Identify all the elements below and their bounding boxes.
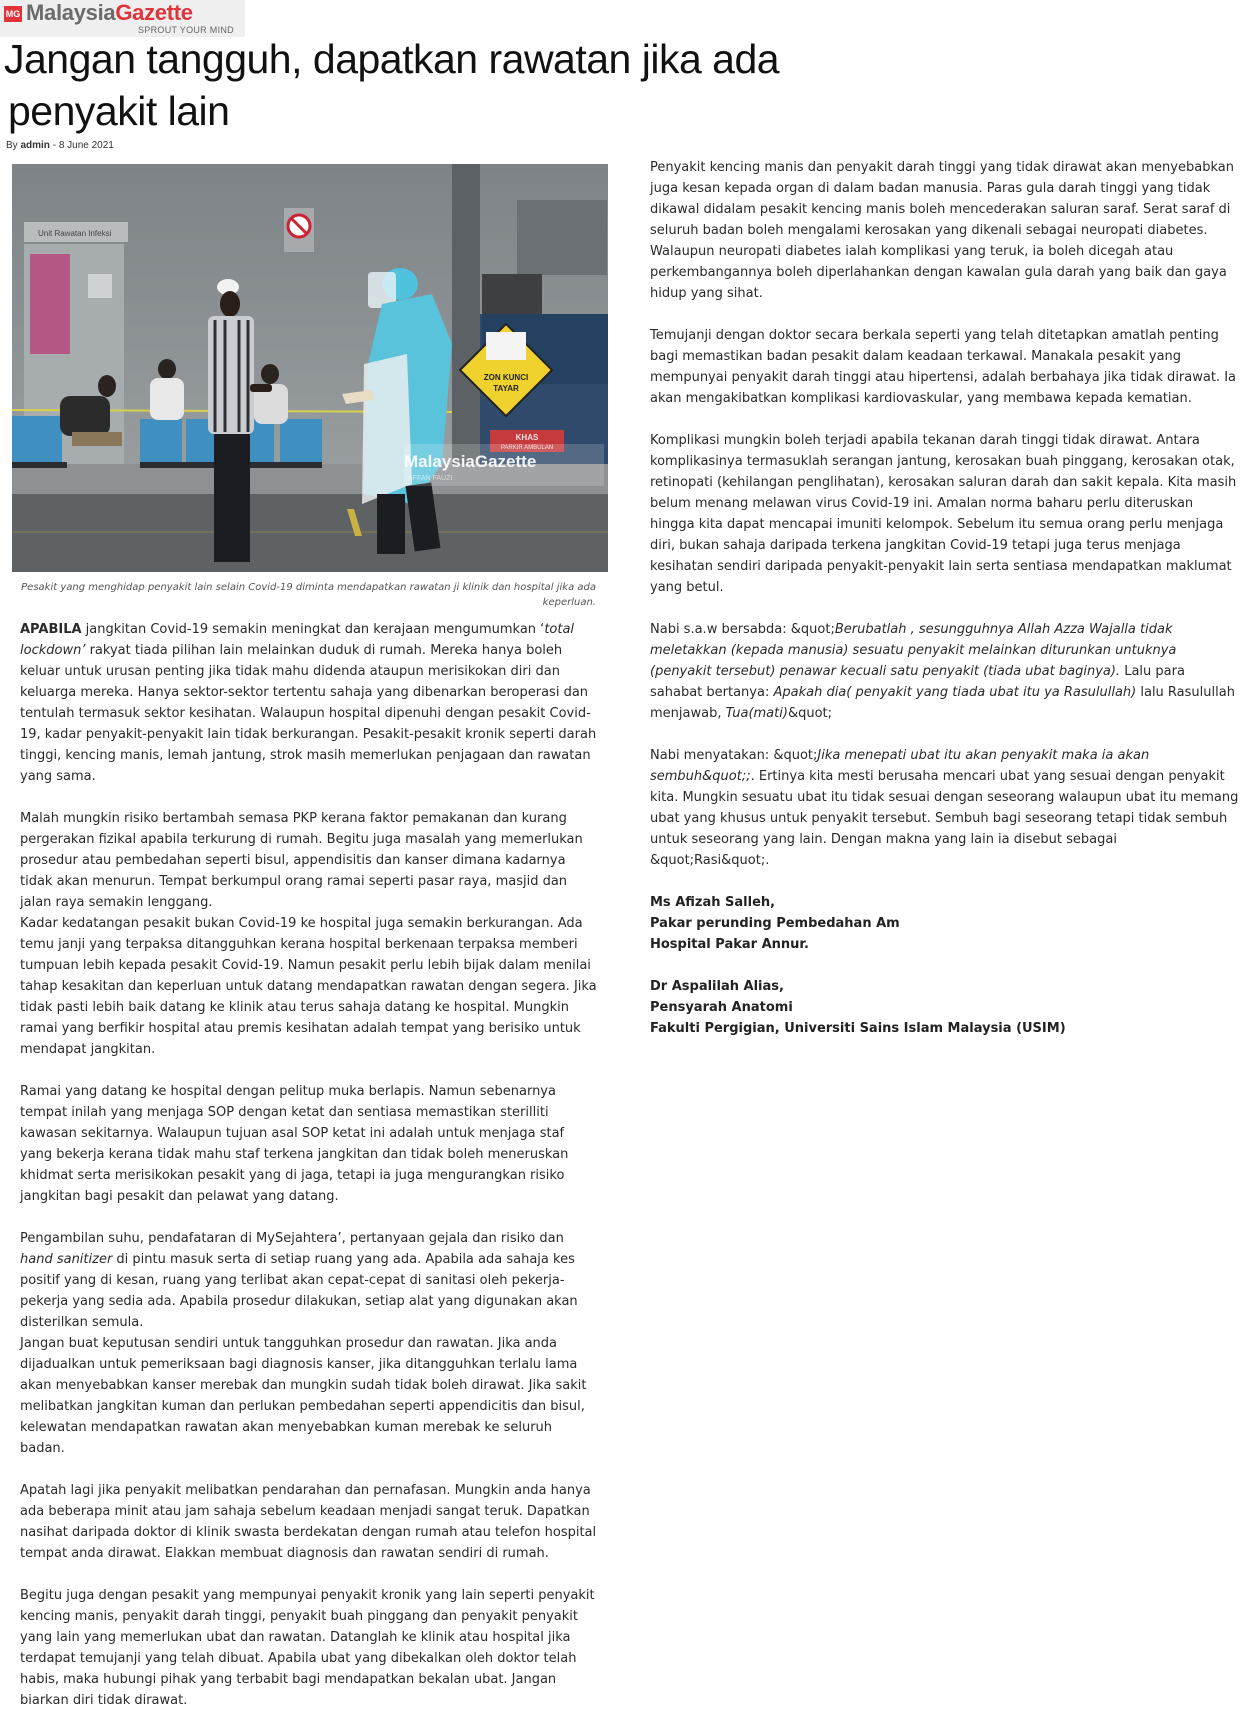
- paragraph: Begitu juga dengan pesakit yang mempunyai penyakit kronik yang lain seperti penyakit kencing manis, penyakit darah tinggi, penyakit buah pinggang dan penyakit penyakit yang lain yang memerlukan ubat dan rawatan. Datanglah ke klinik atau hospital jika terdapat temujanji yang telah dibuat. Apabila ubat yang dibekalkan oleh doktor telah habis, maka hubungi pihak yang terbabit bagi mendapatkan bekalan ubat. Jangan biarkan diri tidak dirawat.: [20, 1588, 595, 1708]
- paragraph: Apatah lagi jika penyakit melibatkan pendarahan dan pernafasan. Mungkin anda hanya ada beberapa minit atau jam sahaja sebelum keadaan menjadi sangat teruk. Dapatkan nasihat daripada doktor di klinik swasta berdekatan dengan rumah atau telefon hospital tempat anda dirawat. Elakkan membuat diagnosis dan rawatan sendiri di rumah.: [20, 1483, 597, 1561]
- paragraph: [650, 619, 1240, 724]
- author-link[interactable]: admin: [20, 140, 50, 151]
- author-signature-2: [650, 976, 1240, 1039]
- emphasis: total lockdown’: [20, 622, 575, 658]
- lead-word: APABILA: [20, 622, 82, 637]
- text: Lalu para sahabat bertanya:: [650, 664, 1185, 700]
- author-signature-1: [650, 892, 1240, 955]
- logo-badge: MG: [4, 6, 22, 22]
- paragraph: Ramai yang datang ke hospital dengan pelitup muka berlapis. Namun sebenarnya tempat inilah yang menjaga SOP dengan ketat dan sentiasa memastikan sterilliti kawasan sekitarnya. Walaupun tujuan asal SOP ketat ini adalah untuk menjaga staf yang bekerja kerana tidak mahu staf terkena jangkitan dan tidak boleh meneruskan khidmat serta merisikokan pesakit yang di jaga, tetapi ia juga mengurangkan risiko jangkitan bagi pesakit dan pelawat yang datang.: [20, 1084, 569, 1204]
- text: di pintu masuk serta di setiap ruang yang ada. Apabila ada sahaja kes positif yang di kesan, ruang yang terlibat akan cepat-cepat di sanitasi oleh pekerja-pekerja yang sedia ada. Apabila prosedur dilakukan, setiap alat yang digunakan akan disterilkan semula.: [20, 1252, 578, 1330]
- byline-prefix: By: [6, 140, 18, 151]
- text: lalu Rasulullah menjawab,: [650, 685, 1235, 721]
- author-name: Dr Aspalilah Alias,: [650, 979, 784, 994]
- article-photo: [12, 164, 608, 572]
- photo-sign-parkir: PARKIR AMBULAN: [500, 445, 554, 451]
- byline-separator: -: [52, 140, 57, 151]
- author-org: Fakulti Pergigian, Universiti Sains Islam Malaysia (USIM): [650, 1021, 1066, 1036]
- author-title: Pakar perunding Pembedahan Am: [650, 916, 900, 931]
- photo-sign-unit: Unit Rawatan Infeksi: [38, 229, 112, 238]
- paragraph: Kadar kedatangan pesakit bukan Covid-19 ke hospital juga semakin berkurangan. Ada temu janji yang terpaksa ditangguhkan kerana hospital berkenaan terpaksa memberi tumpuan lebih kepada pesakit Covid-19. Namun pesakit perlu lebih bijak dalam menilai tahap kesakitan dan keperluan untuk datang mendapatkan rawatan dengan segera. Jika tidak pasti lebih baik datang ke klinik atau terus sahaja datang ke hospital. Mungkin ramai yang berfikir hospital atau premis kesihatan adalah tempat yang berisiko untuk mendapat jangkitan.: [20, 916, 597, 1057]
- author-title: Pensyarah Anatomi: [650, 1000, 793, 1015]
- photo-sign-khas: KHAS: [515, 433, 539, 442]
- photo-watermark: MalaysiaGazette: [404, 452, 537, 471]
- paragraph: Temujanji dengan doktor secara berkala seperti yang telah ditetapkan amatlah penting bagi memastikan badan pesakit dalam keadaan terkawal. Manakala pesakit yang mempunyai penyakit darah tinggi atau hipertensi, adalah berbahaya jika tidak dirawat. Ia akan mengakibatkan komplikasi kardiovaskular, yang membawa kepada kematian.: [650, 328, 1236, 406]
- publish-date: 8 June 2021: [58, 140, 114, 151]
- text: Nabi s.a.w bersabda: &quot;: [650, 622, 835, 637]
- title-line-1: Jangan tangguh, dapatkan rawatan jika ada: [4, 36, 780, 82]
- paragraph: [20, 1228, 600, 1333]
- photo-illustration: [12, 164, 608, 572]
- logo-name-part2: Gazette: [115, 0, 193, 25]
- emphasis: Berubatlah , sesungguhnya Allah Azza Wajalla tidak meletakkan (kepada manusia) sesuatu penyakit melainkan diturunkan untuknya (penyakit tersebut) penawar kecuali satu penyakit (tiada ubat baginya).: [650, 622, 1177, 679]
- paragraph: Malah mungkin risiko bertambah semasa PKP kerana faktor pemakanan dan kurang pergerakan fizikal apabila terkurung di rumah. Begitu juga masalah yang memerlukan prosedur atau pembedahan seperti bisul, appendisitis dan kanser dimana kadarnya tidak akan menurun. Tempat berkumpul orang ramai seperti pasar raya, masjid dan jalan raya semakin lenggang.: [20, 811, 583, 910]
- article-body-right: [650, 157, 1240, 1039]
- article-body-left: [20, 619, 600, 1732]
- emphasis: hand sanitizer: [20, 1252, 113, 1267]
- paragraph: Penyakit kencing manis dan penyakit darah tinggi yang tidak dirawat akan menyebabkan juga kesan kepada organ di dalam badan manusia. Paras gula darah tinggi yang tidak dikawal didalam pesakit kencing manis boleh mencederakan saluran saraf. Serat saraf di seluruh badan boleh mengalami kerosakan yang dikenali sebagai neuropati diabetes. Walaupun neuropati diabetes ialah komplikasi yang teruk, ia boleh dicegah atau perkembangannya boleh diperlahankan dengan kawalan gula darah yang baik dan gaya hidup yang sihat.: [650, 160, 1234, 301]
- text: . Ertinya kita mesti berusaha mencari ubat yang sesuai dengan penyakit kita. Mungkin sesuatu ubat itu tidak sesuai dengan seseorang walaupun ubat itu memang ubat yang khusus untuk penyakit tersebut. Sembuh bagi seseorang tetapi tidak sembuh untuk seseorang yang lain. Dengan makna yang lain ia disebut sebagai &quot;Rasi&quot;.: [650, 769, 1239, 868]
- logo-tagline: SPROUT YOUR MIND: [138, 25, 234, 35]
- byline: [6, 140, 114, 151]
- logo-wordmark: [26, 0, 193, 26]
- text: Pengambilan suhu, pendafataran di MySejahtera’, pertanyaan gejala dan risiko dan: [20, 1231, 564, 1246]
- paragraph: Jangan buat keputusan sendiri untuk tangguhkan prosedur dan rawatan. Jika anda dijadualkan untuk pemeriksaan bagi diagnosis kanser, jika ditangguhkan terlalu lama akan menyebabkan kanser merebak dan mungkin sudah tidak boleh dirawat. Jika sakit melibatkan jangkitan kuman dan perlukan pembedahan seperti appendicitis dan bisul, kelewatan mendapatkan rawatan akan menyebabkan kuman merebak ke seluruh badan.: [20, 1336, 587, 1456]
- text: Nabi menyatakan: &quot;: [650, 748, 818, 763]
- paragraph: [20, 619, 600, 787]
- site-logo[interactable]: [0, 0, 245, 37]
- logo-name-part1: Malaysia: [26, 0, 116, 25]
- title-line-2: penyakit lain: [8, 88, 230, 134]
- article-title: [4, 33, 864, 137]
- svg-text:ZON KUNCI: ZON KUNCI: [483, 373, 529, 382]
- author-name: Ms Afizah Salleh,: [650, 895, 776, 910]
- emphasis: Jika menepati ubat itu akan penyakit maka ia akan sembuh&quot;;: [650, 748, 1150, 784]
- photo-credit: AFFAN FAUZI: [408, 475, 453, 482]
- paragraph: Komplikasi mungkin boleh terjadi apabila tekanan darah tinggi tidak dirawat. Antara komplikasinya termasuklah serangan jantung, kerosakan buah pinggang, kerosakan otak, retinopati (kehilangan penglihatan), kerosakan saluran darah dan sakit kepala. Kita masih belum menang melawan virus Covid-19 ini. Amalan norma baharu perlu diteruskan hingga kita dapat mencapai imuniti kelompok. Sebelum itu semua orang perlu menjaga diri, bukan sahaja daripada terkena jangkitan Covid-19 tetapi juga terus menjaga kesihatan sendiri daripada penyakit-penyakit lain serta sentiasa mendapatkan maklumat yang betul.: [650, 433, 1237, 595]
- emphasis: Tua(mati): [725, 706, 788, 721]
- svg-text:TAYAR: TAYAR: [493, 384, 519, 393]
- text: jangkitan Covid-19 semakin meningkat dan kerajaan mengumumkan ‘: [81, 622, 545, 637]
- emphasis: Apakah dia( penyakit yang tiada ubat itu ya Rasulullah): [773, 685, 1137, 700]
- paragraph: [650, 745, 1240, 871]
- text: rakyat tiada pilihan lain melainkan duduk di rumah. Mereka hanya boleh keluar untuk urusan penting jika tidak mahu didenda ataupun merisikokan diri dan keluarga mereka. Hanya sektor-sektor tertentu sahaja yang dibenarkan beroperasi dan tentulah termasuk sektor kesihatan. Walaupun hospital dipenuhi dengan pesakit Covid-19, kadar penyakit-penyakit lain tidak berkurangan. Pesakit-pesakit kronik seperti darah tinggi, kencing manis, lemah jantung, strok masih memerlukan penjagaan dan rawatan yang sama.: [20, 643, 597, 784]
- text: &quot;: [787, 706, 832, 721]
- photo-caption: Pesakit yang menghidap penyakit lain selain Covid-19 diminta mendapatkan rawatan ji klinik dan hospital jika ada keperluan.: [21, 582, 596, 608]
- author-org: Hospital Pakar Annur.: [650, 937, 809, 952]
